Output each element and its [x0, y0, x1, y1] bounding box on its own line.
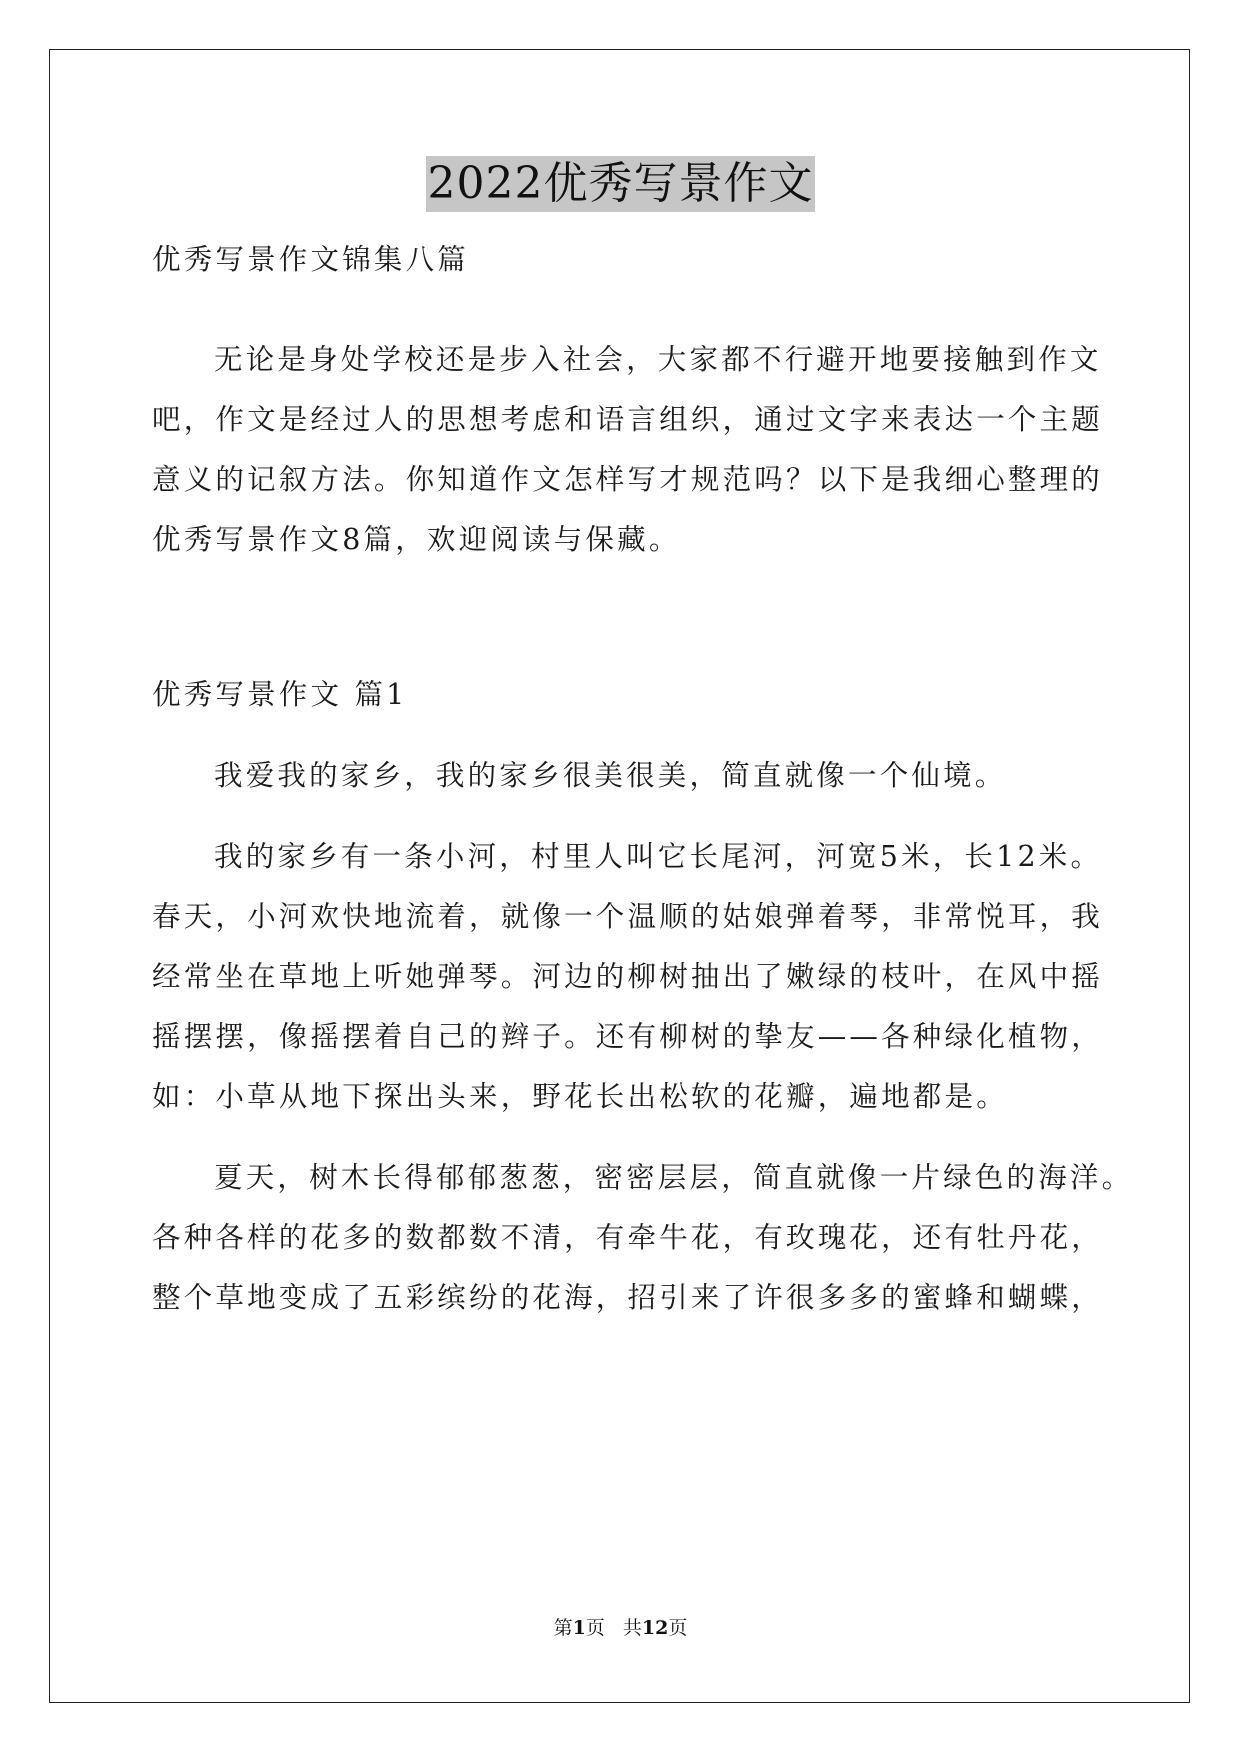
body-line-5: 摇摆摆，像摇摆着自己的辫子。还有柳树的挚友——各种绿化植物，: [152, 1020, 1104, 1053]
footer-page-prefix: 第: [553, 1617, 573, 1639]
body-line-8: 各种各样的花多的数都数不清，有牵牛花，有玫瑰花，还有牡丹花，: [152, 1221, 1104, 1254]
page-footer: [0, 1616, 1241, 1640]
intro-line-3: 意义的记叙方法。你知道作文怎样写才规范吗？以下是我细心整理的: [152, 463, 1104, 496]
footer-total-prefix: 共: [622, 1617, 642, 1639]
body-line-9: 整个草地变成了五彩缤纷的花海，招引来了许很多多的蜜蜂和蝴蝶，: [152, 1281, 1104, 1314]
body-line-3: 春天，小河欢快地流着，就像一个温顺的姑娘弹着琴，非常悦耳，我: [152, 900, 1104, 933]
body-line-2: 我的家乡有一条小河，村里人叫它长尾河，河宽5米，长12米。: [214, 840, 1103, 873]
intro-line-4: 优秀写景作文8篇，欢迎阅读与保藏。: [152, 523, 681, 556]
body-line-4: 经常坐在草地上听她弹琴。河边的柳树抽出了嫩绿的枝叶，在风中摇: [152, 960, 1104, 993]
footer-page-suffix: 页: [585, 1617, 605, 1639]
body-line-1: 我爱我的家乡，我的家乡很美很美，简直就像一个仙境。: [214, 759, 1007, 792]
body-line-6: 如：小草从地下探出头来，野花长出松软的花瓣，遍地都是。: [152, 1080, 1008, 1113]
footer-page-total: 12: [641, 1617, 669, 1639]
footer-page-current: 1: [572, 1617, 586, 1639]
body-line-7: 夏天，树木长得郁郁葱葱，密密层层，简直就像一片绿色的海洋。: [214, 1161, 1134, 1194]
document-subtitle: 优秀写景作文锦集八篇: [152, 243, 470, 276]
intro-line-1: 无论是身处学校还是步入社会，大家都不行避开地要接触到作文: [214, 343, 1102, 376]
footer-total-suffix: 页: [668, 1617, 688, 1639]
section-heading: 优秀写景作文 篇1: [152, 678, 408, 711]
document-title: 2022优秀写景作文: [426, 156, 816, 212]
title-wrap: [0, 156, 1241, 212]
intro-line-2: 吧，作文是经过人的思想考虑和语言组织，通过文字来表达一个主题: [152, 403, 1104, 436]
